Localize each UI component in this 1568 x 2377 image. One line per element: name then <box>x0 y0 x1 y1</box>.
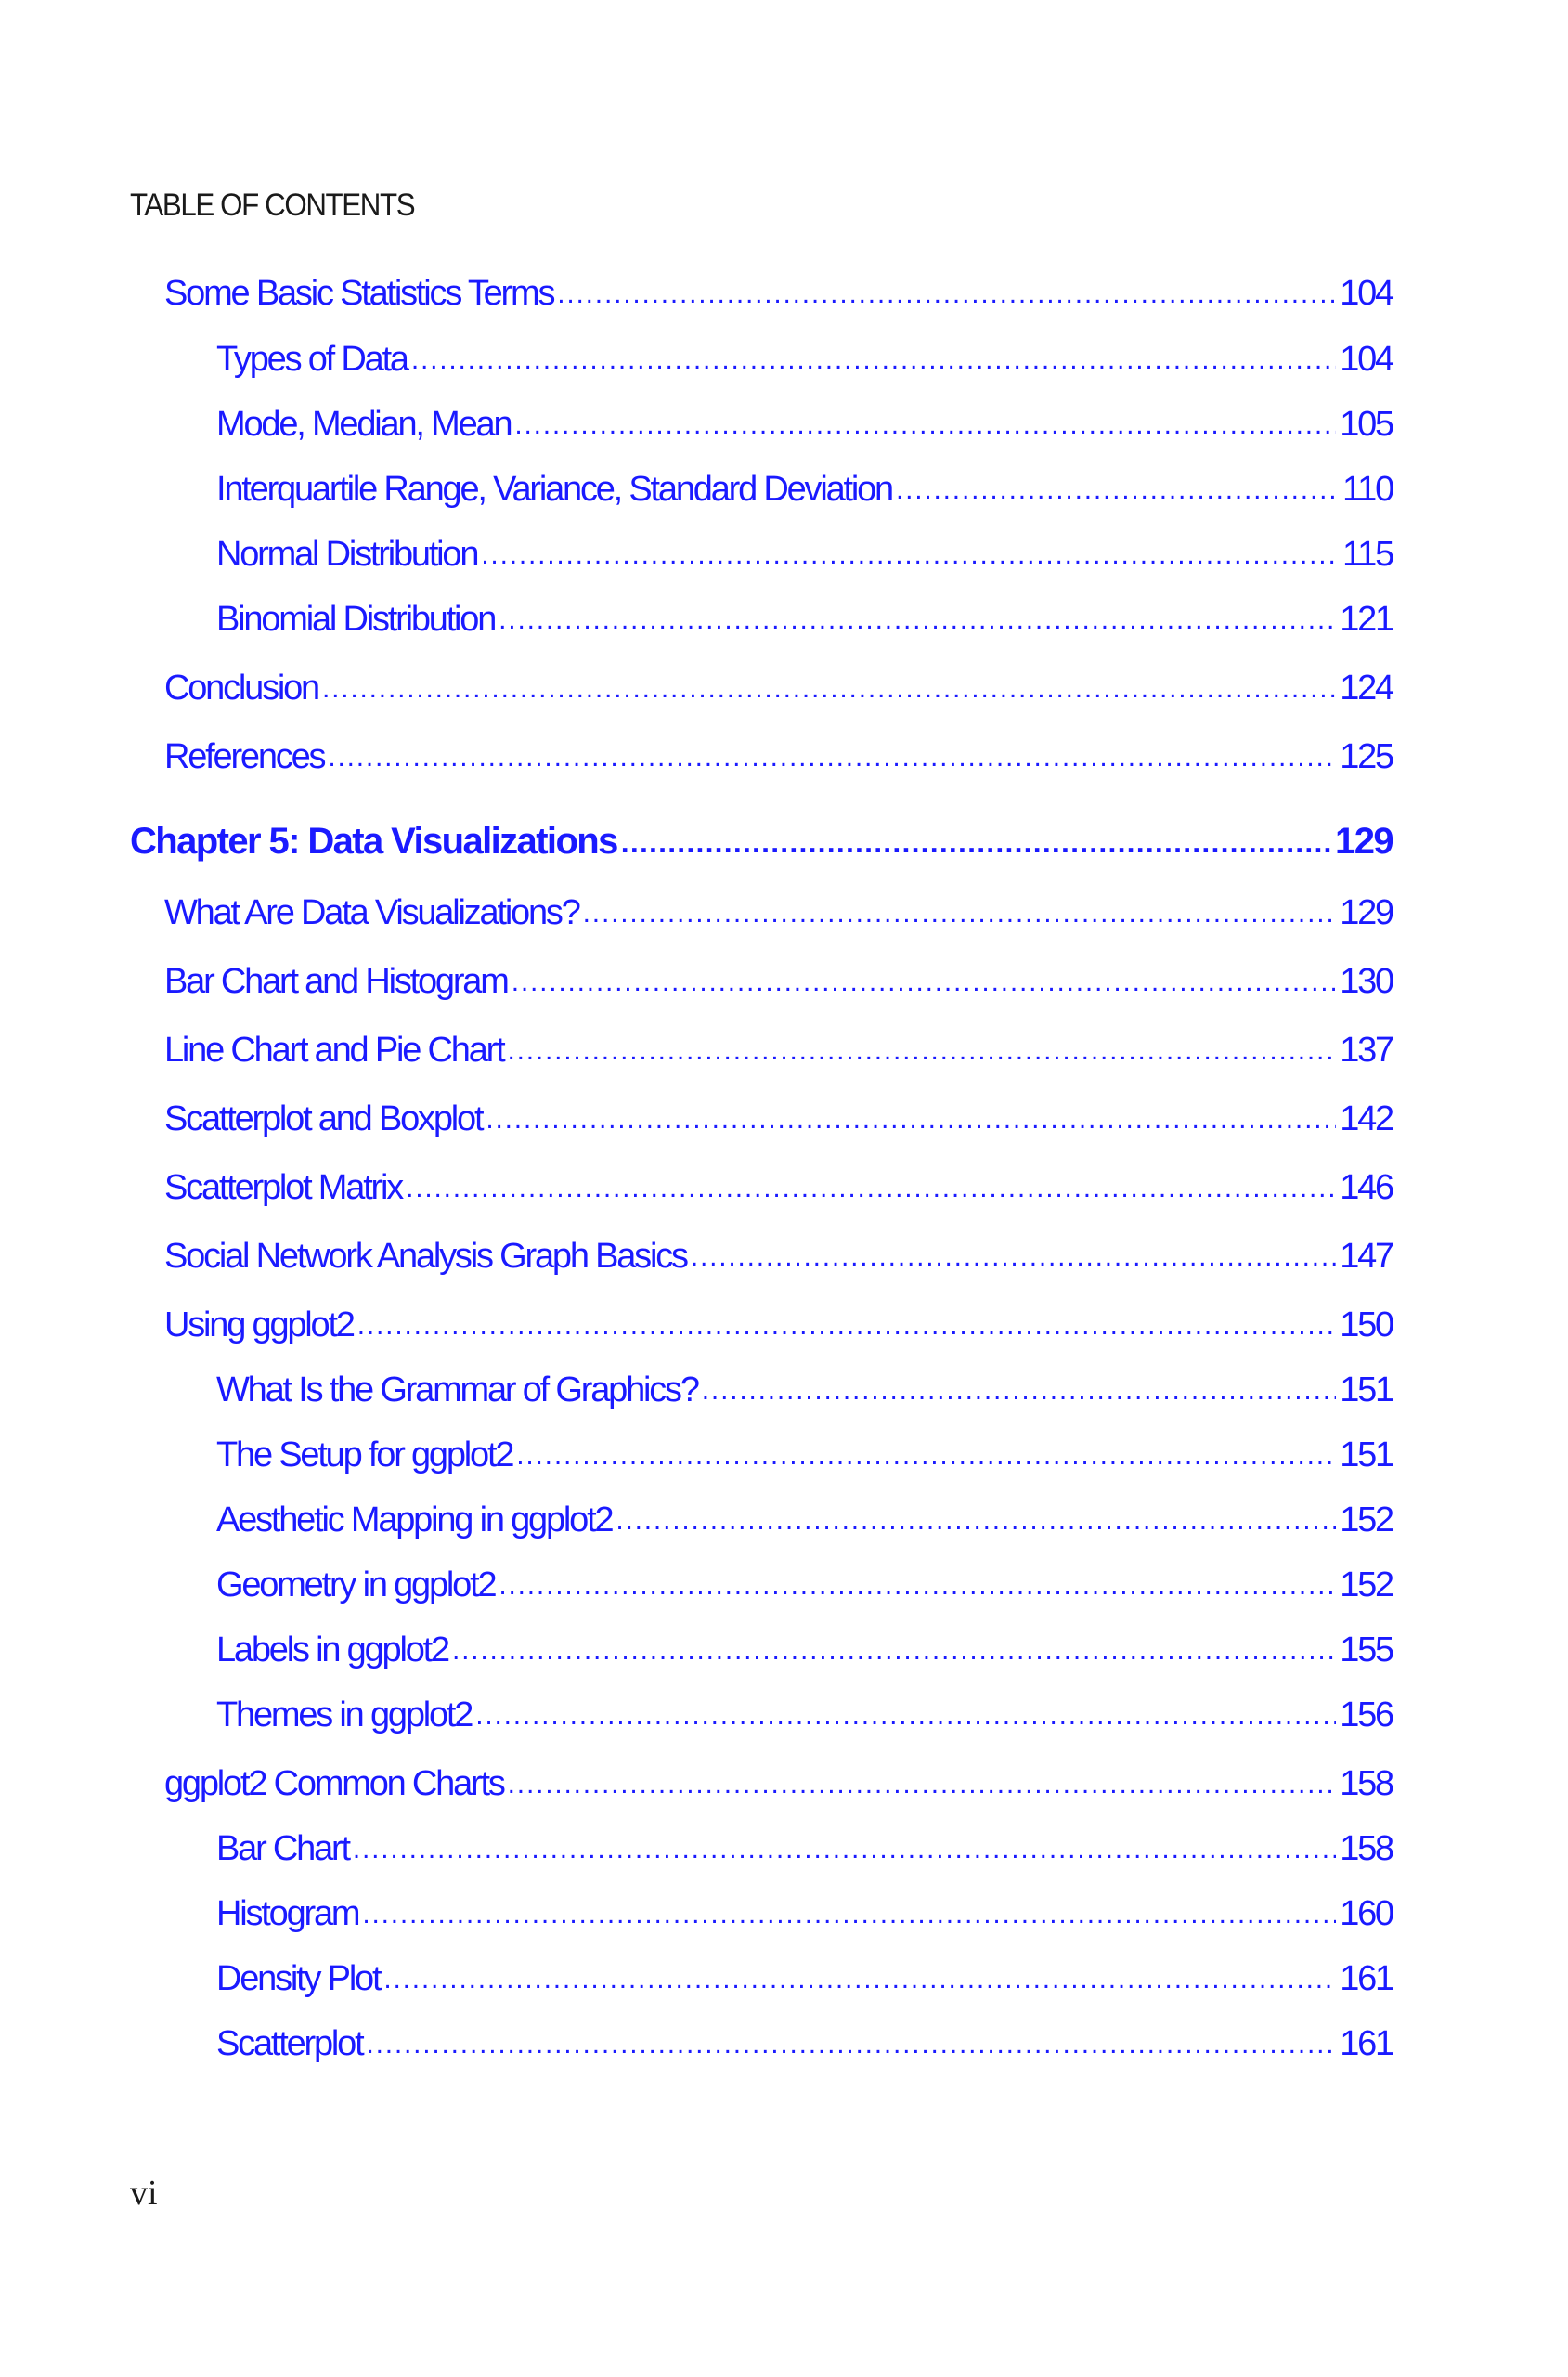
dot-leader <box>366 2024 1336 2064</box>
toc-entry-title: Bar Chart and Histogram <box>164 962 508 1001</box>
dot-leader <box>507 1031 1336 1071</box>
page-number: vi <box>130 2174 158 2213</box>
toc-entry[interactable] <box>216 1894 1393 1934</box>
toc-entry[interactable] <box>216 1435 1393 1475</box>
toc-entry-page: 137 <box>1340 1031 1393 1070</box>
dot-leader <box>452 1630 1336 1670</box>
toc-entry[interactable] <box>164 962 1393 1002</box>
toc-entry[interactable] <box>216 1500 1393 1540</box>
dot-leader <box>621 821 1331 863</box>
toc-chapter-entry[interactable] <box>130 821 1393 863</box>
dot-leader <box>406 1168 1336 1208</box>
dot-leader <box>486 1099 1336 1139</box>
toc-entry-page: 161 <box>1340 1959 1393 1998</box>
toc-entry-title: Bar Chart <box>216 1829 349 1868</box>
toc-entry[interactable] <box>164 1764 1393 1804</box>
toc-entry-page: 151 <box>1340 1435 1393 1474</box>
toc-entry[interactable] <box>164 1237 1393 1277</box>
toc-entry-title: Binomial Distribution <box>216 600 496 639</box>
toc-entry-title: Types of Data <box>216 340 408 379</box>
toc-entry-title: Line Chart and Pie Chart <box>164 1031 504 1070</box>
toc-entry-page: 124 <box>1340 669 1393 708</box>
dot-leader <box>357 1305 1336 1345</box>
toc-entry-page: 104 <box>1340 274 1393 313</box>
toc-entry-page: 160 <box>1340 1894 1393 1933</box>
toc-entry-title: Social Network Analysis Graph Basics <box>164 1237 687 1276</box>
toc-entry-title: Aesthetic Mapping in ggplot2 <box>216 1500 613 1539</box>
dot-leader <box>362 1894 1336 1934</box>
dot-leader <box>499 1565 1336 1605</box>
toc-entry[interactable] <box>164 669 1393 708</box>
toc-entry-page: 121 <box>1340 600 1393 639</box>
toc-entry-title: Interquartile Range, Variance, Standard Deviation <box>216 470 892 509</box>
toc-entry-title: Scatterplot <box>216 2024 363 2063</box>
toc-entry[interactable] <box>164 274 1393 314</box>
toc-entry-title: References <box>164 737 325 776</box>
toc-entry-title: Chapter 5: Data Visualizations <box>130 821 617 862</box>
dot-leader <box>481 535 1339 575</box>
toc-entry-page: 104 <box>1340 340 1393 379</box>
toc-entry-title: What Are Data Visualizations? <box>164 893 579 932</box>
dot-leader <box>475 1695 1336 1735</box>
dot-leader <box>512 962 1337 1002</box>
running-header: TABLE OF CONTENTS <box>130 188 415 223</box>
toc-entry-page: 156 <box>1340 1695 1393 1734</box>
dot-leader <box>322 669 1336 708</box>
toc-entry[interactable] <box>216 1959 1393 1999</box>
toc-entry-title: Scatterplot and Boxplot <box>164 1099 483 1138</box>
dot-leader <box>508 1764 1337 1804</box>
toc-entry-page: 146 <box>1340 1168 1393 1207</box>
toc-entry-page: 151 <box>1340 1370 1393 1409</box>
toc-entry-title: ggplot2 Common Charts <box>164 1764 504 1803</box>
toc-entry[interactable] <box>216 1829 1393 1869</box>
toc-entry[interactable] <box>216 405 1393 445</box>
toc-entry-page: 158 <box>1340 1829 1393 1868</box>
toc-entry-page: 152 <box>1340 1500 1393 1539</box>
toc-entry[interactable] <box>164 1305 1393 1345</box>
toc-entry-page: 105 <box>1340 405 1393 444</box>
dot-leader <box>557 274 1336 314</box>
toc-entry-title: Histogram <box>216 1894 359 1933</box>
dot-leader <box>616 1500 1336 1540</box>
toc-entry[interactable] <box>216 1695 1393 1735</box>
toc-entry-page: 110 <box>1342 470 1393 509</box>
toc-entry-title: Scatterplot Matrix <box>164 1168 403 1207</box>
toc-entry[interactable] <box>164 1099 1393 1139</box>
toc-entry-title: Density Plot <box>216 1959 381 1998</box>
dot-leader <box>583 893 1337 933</box>
dot-leader <box>411 340 1336 380</box>
toc-entry[interactable] <box>216 1630 1393 1670</box>
toc-entry[interactable] <box>164 737 1393 777</box>
toc-entry-title: Geometry in ggplot2 <box>216 1565 496 1604</box>
toc-entry[interactable] <box>216 1565 1393 1605</box>
toc-entry-title: Using ggplot2 <box>164 1305 354 1344</box>
dot-leader <box>383 1959 1336 1999</box>
toc-entry-page: 142 <box>1340 1099 1393 1138</box>
toc-entry-page: 155 <box>1340 1630 1393 1669</box>
toc-entry[interactable] <box>164 1168 1393 1208</box>
toc-entry-page: 129 <box>1335 821 1393 862</box>
toc-entry[interactable] <box>164 893 1393 933</box>
toc-entry-title: Labels in ggplot2 <box>216 1630 448 1669</box>
dot-leader <box>514 405 1336 445</box>
toc-entry[interactable] <box>216 535 1393 575</box>
toc-entry-page: 115 <box>1342 535 1393 574</box>
dot-leader <box>328 737 1336 777</box>
toc-entry[interactable] <box>164 1031 1393 1071</box>
toc-entry-title: Themes in ggplot2 <box>216 1695 473 1734</box>
toc-entry[interactable] <box>216 1370 1393 1410</box>
toc-entry-title: Mode, Median, Mean <box>216 405 512 444</box>
toc-entry-page: 150 <box>1340 1305 1393 1344</box>
toc-entry-page: 147 <box>1340 1237 1393 1276</box>
dot-leader <box>499 600 1336 640</box>
toc-entry-title: What Is the Grammar of Graphics? <box>216 1370 698 1409</box>
toc-entry[interactable] <box>216 2024 1393 2064</box>
toc-entry[interactable] <box>216 600 1393 640</box>
toc-entry-title: Conclusion <box>164 669 318 708</box>
dot-leader <box>896 470 1339 510</box>
toc-entry-page: 129 <box>1340 893 1393 932</box>
toc-entry-page: 158 <box>1340 1764 1393 1803</box>
toc-entry[interactable] <box>216 470 1393 510</box>
toc-entry-page: 125 <box>1340 737 1393 776</box>
toc-entry-page: 161 <box>1340 2024 1393 2063</box>
dot-leader <box>691 1237 1336 1277</box>
toc-entry-title: The Setup for ggplot2 <box>216 1435 513 1474</box>
dot-leader <box>353 1829 1336 1869</box>
toc-entry-page: 152 <box>1340 1565 1393 1604</box>
dot-leader <box>702 1370 1336 1410</box>
dot-leader <box>516 1435 1336 1475</box>
toc-entry-page: 130 <box>1340 962 1393 1001</box>
toc-entry-title: Normal Distribution <box>216 535 478 574</box>
toc-entry-title: Some Basic Statistics Terms <box>164 274 554 313</box>
toc-entry[interactable] <box>216 340 1393 380</box>
